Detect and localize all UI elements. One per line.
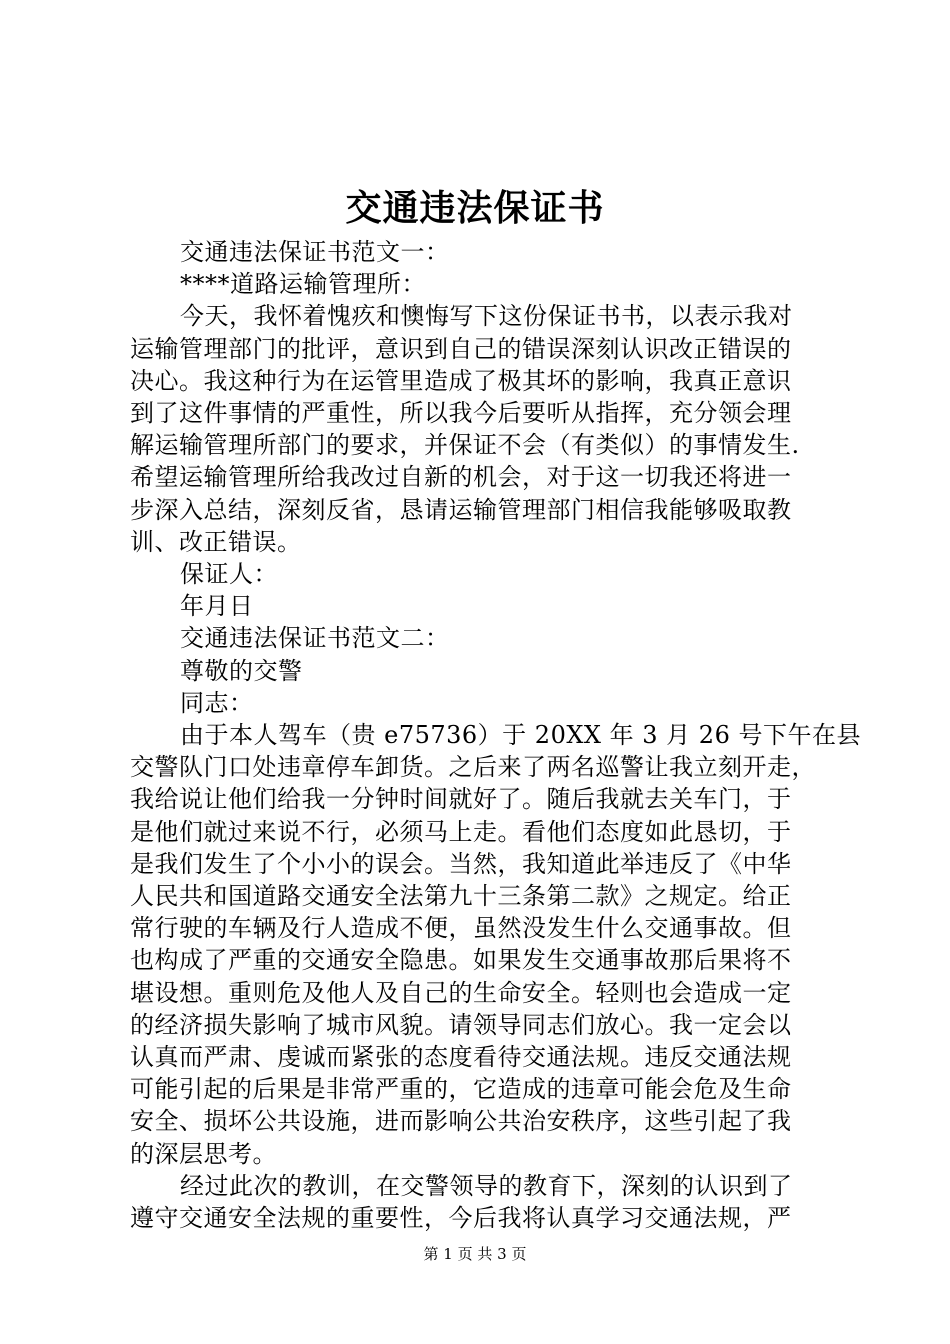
text-line: 我给说让他们给我一分钟时间就好了。随后我就去关车门，于 (130, 785, 792, 814)
text-line: 由于本人驾车（贵 e75736）于 20XX 年 3 月 26 号下午在县 (180, 721, 861, 750)
text-line: 年月日 (180, 592, 254, 621)
text-line: 认真而严肃、虔诚而紧张的态度看待交通法规。违反交通法规 (130, 1043, 792, 1072)
text-line: 训、改正错误。 (130, 527, 302, 556)
text-line: 解运输管理所部门的要求，并保证不会（有类似）的事情发生. (130, 431, 800, 460)
text-line: 今天，我怀着愧疚和懊悔写下这份保证书书，以表示我对 (180, 302, 793, 331)
text-line: 的经济损失影响了城市风貌。请领导同志们放心。我一定会以 (130, 1010, 792, 1039)
text-line: 交警队门口处违章停车卸货。之后来了两名巡警让我立刻开走， (130, 753, 816, 782)
text-line: 希望运输管理所给我改过自新的机会，对于这一切我还将进一 (130, 463, 792, 492)
page-title: 交通违法保证书 (345, 187, 605, 229)
text-line: 也构成了严重的交通安全隐患。如果发生交通事故那后果将不 (130, 946, 792, 975)
text-line: 到了这件事情的严重性，所以我今后要听从指挥，充分领会理 (130, 399, 792, 428)
text-line: 是我们发生了个小小的误会。当然，我知道此举违反了《中华 (130, 849, 792, 878)
paragraph-sample-one-heading (130, 236, 826, 268)
text-line: 可能引起的后果是非常严重的，它造成的违章可能会危及生命 (130, 1075, 792, 1104)
paragraph-lesson-learned (130, 1170, 826, 1234)
paragraph-guarantor (130, 558, 826, 590)
paragraph-salutation-comrade (130, 687, 826, 719)
text-line: 堪设想。重则危及他人及自己的生命安全。轻则也会造成一定 (130, 978, 792, 1007)
text-line: 尊敬的交警 (180, 656, 303, 685)
document-body (130, 236, 861, 1234)
text-line: 运输管理部门的批评，意识到自己的错误深刻认识改正错误的 (130, 334, 792, 363)
text-line: 安全、损坏公共设施，进而影响公共治安秩序，这些引起了我 (130, 1107, 792, 1136)
text-line: 经过此次的教训，在交警领导的教育下，深刻的认识到了 (180, 1171, 793, 1200)
text-line: 决心。我这种行为在运管里造成了极其坏的影响，我真正意识 (130, 366, 792, 395)
text-line: 遵守交通安全法规的重要性，今后我将认真学习交通法规，严 (130, 1204, 792, 1233)
paragraph-date (130, 590, 826, 622)
page-number-footer: 第 1 页 共 3 页 (423, 1245, 527, 1263)
text-line: 步深入总结，深刻反省，恳请运输管理部门相信我能够吸取教 (130, 495, 792, 524)
paragraph-sample-two-heading (130, 622, 826, 654)
text-line: 常行驶的车辆及行人造成不便，虽然没发生什么交通事故。但 (130, 914, 792, 943)
text-line: 交通违法保证书范文一： (180, 238, 450, 266)
text-line: 交通违法保证书范文二： (180, 624, 450, 653)
paragraph-sample-one-body (130, 300, 826, 558)
paragraph-addressee-transport-office (130, 268, 826, 300)
text-line: 人民共和国道路交通安全法第九十三条第二款》之规定。给正 (130, 882, 792, 911)
text-line: ****道路运输管理所： (180, 270, 426, 299)
paragraph-salutation (130, 655, 826, 687)
text-line: 是他们就过来说不行，必须马上走。看他们态度如此恳切，于 (130, 817, 792, 846)
paragraph-sample-two-body (130, 719, 861, 1170)
text-line: 的深层思考。 (130, 1139, 277, 1168)
text-line: 保证人： (180, 560, 278, 589)
text-line: 同志： (180, 688, 254, 717)
